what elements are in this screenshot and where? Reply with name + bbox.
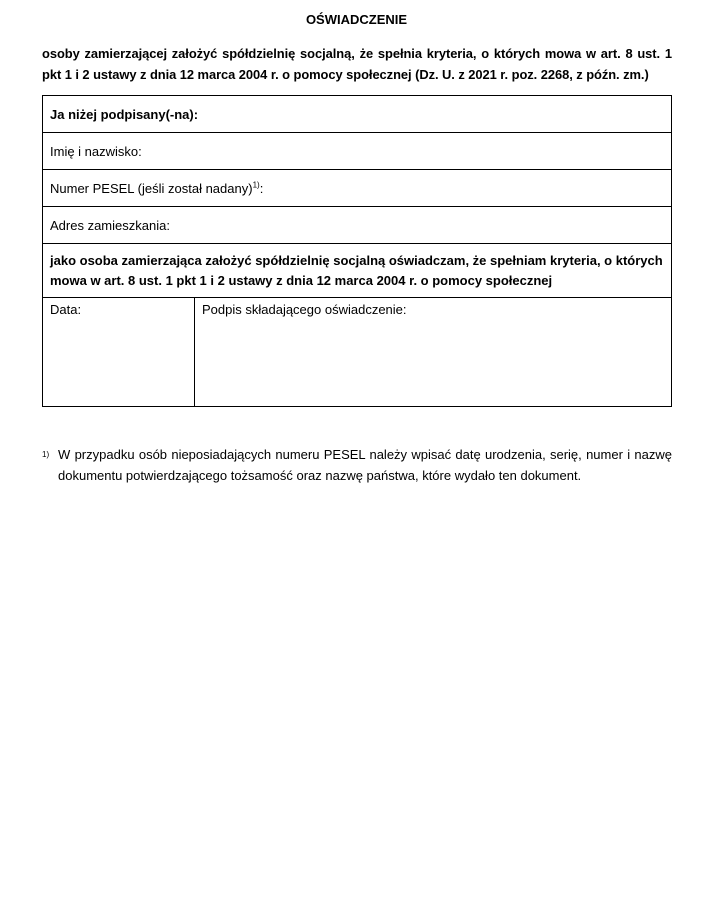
- name-label: Imię i nazwisko:: [50, 143, 142, 159]
- pesel-field[interactable]: [43, 170, 672, 207]
- signature-label: Podpis składającego oświadczenie:: [202, 302, 407, 317]
- address-field[interactable]: [43, 207, 672, 244]
- address-row: [43, 207, 672, 244]
- footnote-marker: 1): [42, 450, 50, 459]
- name-field[interactable]: [43, 133, 672, 170]
- pesel-row: [43, 170, 672, 207]
- declaration-row: [43, 244, 672, 298]
- footnote-text: W przypadku osób nieposiadających numeru PESEL należy wpisać datę urodzenia, serię, numer i nazwę dokumentu potwierdzającego tożsamość oraz nazwę państwa, które wydało ten dokument.: [58, 447, 672, 483]
- name-row: [43, 133, 672, 170]
- form-header: Ja niżej podpisany(-na):: [43, 96, 672, 133]
- signature-field[interactable]: [195, 298, 672, 407]
- pesel-footnote-ref: 1): [252, 180, 260, 190]
- date-field[interactable]: [43, 298, 195, 407]
- address-label: Adres zamieszkania:: [50, 217, 170, 233]
- form-header-row: [43, 96, 672, 133]
- document-subtitle: osoby zamierzającej założyć spółdzielnię socjalną, że spełnia kryteria, o których mowa w art. 8 ust. 1 pkt 1 i 2 ustawy z dnia 12 marca 2004 r. o pomocy społecznej (Dz. U. z 2021 r. poz. 2268, z późn. zm.): [42, 46, 672, 82]
- declaration-text: jako osoba zamierzająca założyć spółdzielnię socjalną oświadczam, że spełniam kryteria, o których mowa w art. 8 ust. 1 pkt 1 i 2 ustawy z dnia 12 marca 2004 r. o pomocy społecznej: [43, 244, 672, 298]
- signature-row: [43, 298, 672, 407]
- pesel-label: Numer PESEL (jeśli został nadany): [50, 180, 253, 196]
- declaration-form-table: [42, 95, 672, 407]
- footnote: [42, 444, 672, 486]
- pesel-colon: :: [259, 180, 264, 196]
- document-title: OŚWIADCZENIE: [305, 12, 408, 27]
- date-label: Data:: [50, 302, 82, 317]
